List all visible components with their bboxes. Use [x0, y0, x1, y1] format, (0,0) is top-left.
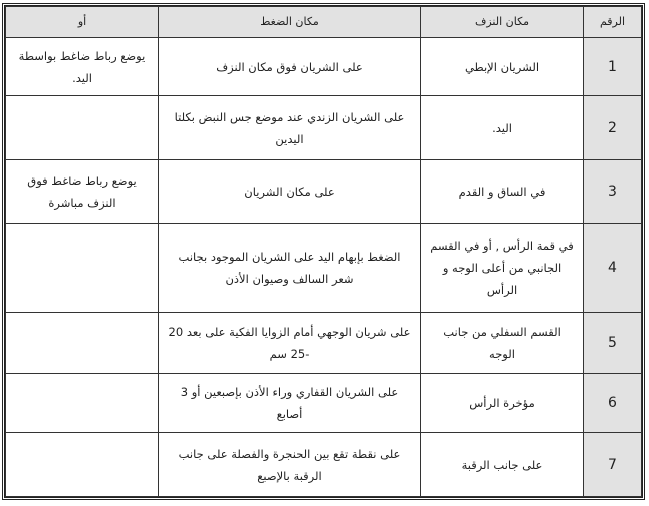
pressure-site-cell: على الشريان فوق مكان النزف	[159, 38, 421, 96]
bleeding-site-cell: في قمة الرأس , أو في القسم الجانبي من أعلى الوجه و الرأس	[421, 224, 584, 312]
alternative-cell	[6, 433, 159, 497]
table-row	[6, 38, 642, 96]
pressure-site-cell: على شريان الوجهي أمام الزوايا الفكية على بعد 20 -25 سم	[159, 312, 421, 373]
pressure-site-cell: على نقطة تقع بين الحنجرة والفصلة على جانب الرقبة بالإصبع	[159, 433, 421, 497]
header-pressure-site: مكان الضغط	[159, 7, 421, 38]
table-row	[6, 224, 642, 312]
table-row	[6, 433, 642, 497]
header-bleeding-site: مكان النزف	[421, 7, 584, 38]
bleeding-site-cell: في الساق و القدم	[421, 159, 584, 224]
bleeding-pressure-table	[5, 6, 642, 497]
pressure-site-cell: على مكان الشريان	[159, 159, 421, 224]
bleeding-site-cell: اليد.	[421, 96, 584, 160]
row-number: 2	[584, 96, 642, 160]
row-number: 4	[584, 224, 642, 312]
pressure-site-cell: على الشريان القفاري وراء الأذن بإصبعين أو 3 أصابع	[159, 374, 421, 433]
bleeding-site-cell: القسم السفلي من جانب الوجه	[421, 312, 584, 373]
header-row	[6, 7, 642, 38]
pressure-site-cell: الضغط بإبهام اليد على الشريان الموجود بجانب شعر السالف وصيوان الأذن	[159, 224, 421, 312]
table-row	[6, 96, 642, 160]
row-number: 5	[584, 312, 642, 373]
table-row	[6, 159, 642, 224]
bleeding-site-cell: على جانب الرقبة	[421, 433, 584, 497]
alternative-cell: يوضع رباط ضاغط فوق النزف مباشرة	[6, 159, 159, 224]
bleeding-site-cell: مؤخرة الرأس	[421, 374, 584, 433]
alternative-cell	[6, 374, 159, 433]
row-number: 7	[584, 433, 642, 497]
alternative-cell	[6, 312, 159, 373]
table-frame	[2, 3, 645, 500]
alternative-cell: يوضع رباط ضاغط بواسطة اليد.	[6, 38, 159, 96]
table-row	[6, 312, 642, 373]
pressure-site-cell: على الشريان الزندي عند موضع جس النبض بكلتا اليدين	[159, 96, 421, 160]
row-number: 3	[584, 159, 642, 224]
alternative-cell	[6, 96, 159, 160]
header-number: الرقم	[584, 7, 642, 38]
bleeding-site-cell: الشريان الإبطي	[421, 38, 584, 96]
header-or: أو	[6, 7, 159, 38]
alternative-cell	[6, 224, 159, 312]
table-row	[6, 374, 642, 433]
row-number: 6	[584, 374, 642, 433]
row-number: 1	[584, 38, 642, 96]
